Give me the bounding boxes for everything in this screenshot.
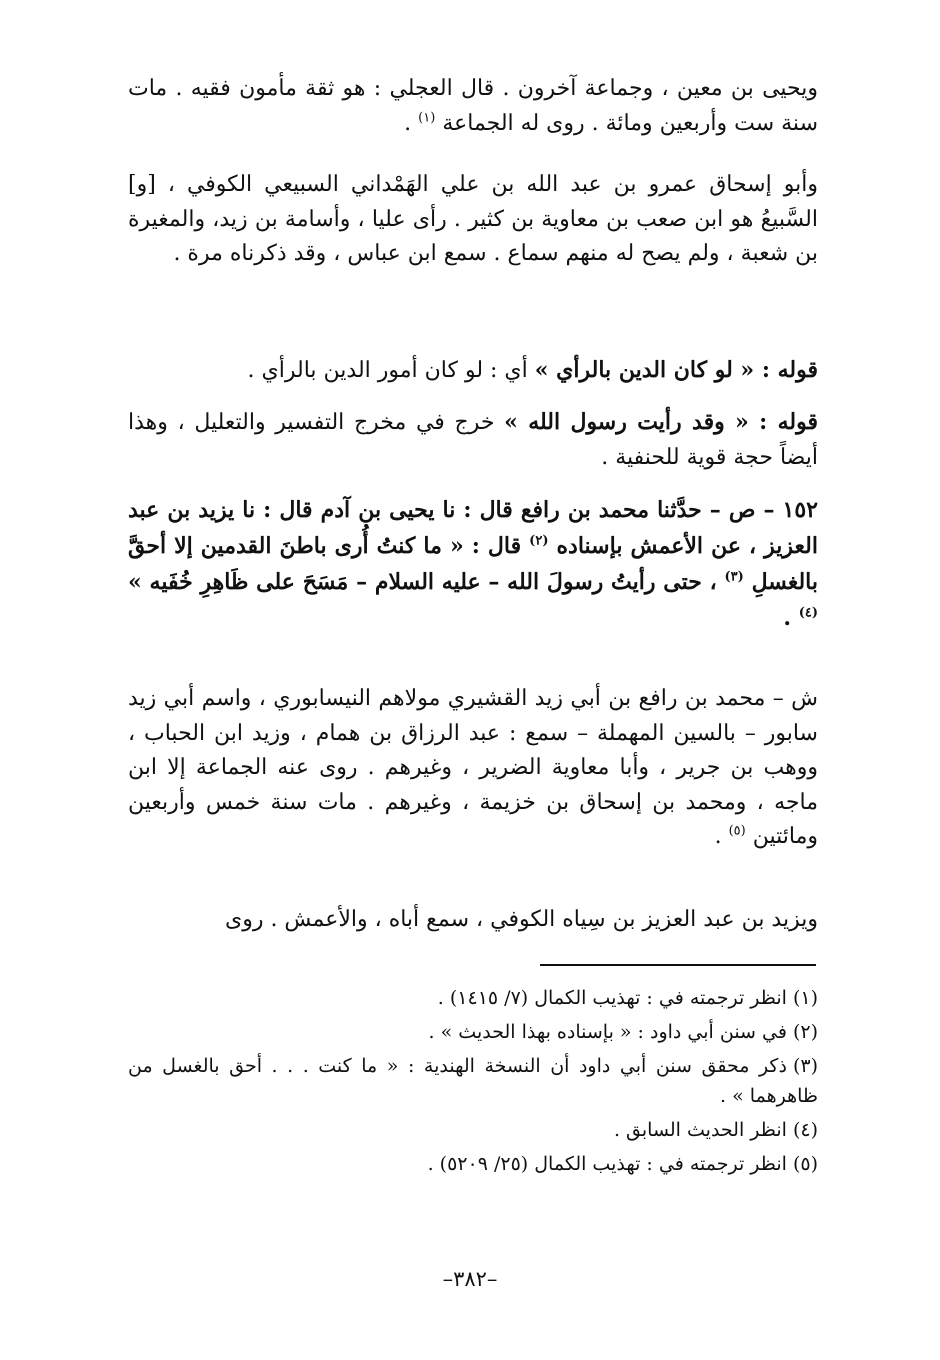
paragraph-end: .: [714, 824, 729, 849]
footnote-ref-1: (١): [418, 110, 436, 126]
footnote-number: (٢): [792, 1021, 818, 1043]
hadith-text: ١٥٢ – ص – حدَّثنا محمد بن رافع قال : نا يحيى بن آدم قال : نا يزيد بن عبد العزيز ، عن الأعمش بإسناده: [128, 497, 818, 559]
footnote-text: انظر الحديث السابق .: [613, 1119, 787, 1141]
paragraph-text: ويحيى بن معين ، وجماعة آخرون . قال العجلي : هو ثقة مأمون فقيه . مات سنة ست وأربعين ومائة . روى له الجماعة: [128, 76, 818, 136]
footnote-ref-4: (٤): [798, 605, 818, 621]
footnote-ref-2: (٢): [529, 533, 549, 549]
footnote-ref-5: (٥): [728, 823, 746, 839]
commentary-text: خرج في مخرج التفسير والتعليل ، وهذا أيضاً حجة قوية للحنفية .: [128, 410, 818, 470]
commentary-lead: قوله : « وقد رأيت رسول الله »: [504, 409, 818, 435]
footnote-number: (١): [792, 987, 818, 1009]
footnote-number: (٤): [792, 1119, 818, 1141]
hadith-end: .: [783, 605, 799, 631]
footnote-text: انظر ترجمته في : تهذيب الكمال (٧/ ١٤١٥) .: [437, 987, 787, 1009]
hadith-text: قال : « ما كنتُ أُرى باطنَ القدمين إلا أحقَّ بالغسلِ: [128, 533, 818, 595]
footnote-text: ذكر محقق سنن أبي داود أن النسخة الهندية : « ما كنت . . . أحق بالغسل من ظاهرهما » .: [128, 1055, 818, 1107]
footnote-2: [128, 1017, 818, 1047]
footnote-1: [128, 983, 818, 1013]
paragraph-end: .: [404, 110, 419, 136]
footnote-5: [128, 1149, 818, 1179]
footnote-text: انظر ترجمته في : تهذيب الكمال (٢٥/ ٥٢٠٩) .: [427, 1153, 787, 1175]
footnote-ref-3: (٣): [724, 569, 744, 585]
commentary-text: أي : لو كان أمور الدين بالرأي .: [247, 358, 535, 383]
commentary-lead: قوله : « لو كان الدين بالرأي »: [534, 357, 818, 383]
hadith-text: ، حتى رأيتُ رسولَ الله – عليه السلام – مَسَحَ على ظَاهِرِ خُفَيه »: [128, 569, 725, 595]
paragraph-qawluhu-2: [128, 405, 818, 475]
footnote-4: [128, 1115, 818, 1145]
paragraph-text: ش – محمد بن رافع بن أبي زيد القشيري مولاهم النيسابوري ، واسم أبي زيد سابور – بالسين المهملة – سمع : عبد الرزاق بن همام ، وزيد ابن الحباب ، ووهب بن جرير ، وأبا معاوية الضرير ، وغيرهم . روى عنه الجماعة إلا ابن ماجه ، ومحمد بن إسحاق بن خزيمة ، وغيرهم . مات سنة خمس وأربعين ومائتين: [128, 686, 818, 849]
paragraph-abu-ishaq: وأبو إسحاق عمرو بن عبد الله بن علي الهَمْداني السبيعي الكوفي ، [و] السَّبيعُ هو ابن صعب بن معاوية بن كثير . رأى عليا ، وأسامة بن زيد، والمغيرة بن شعبة ، ولم يصح له منهم سماع . سمع ابن عباس ، وقد ذكرناه مرة .: [128, 172, 818, 266]
footnotes: [128, 983, 818, 1183]
paragraph-yazid: ويزيد بن عبد العزيز بن سِياه الكوفي ، سمع أباه ، والأعمش . روى: [224, 907, 818, 932]
footnote-divider: [540, 964, 816, 966]
footnote-text: في سنن أبي داود : « بإسناده بهذا الحديث » .: [428, 1021, 787, 1043]
footnote-number: (٣): [792, 1055, 818, 1077]
footnote-3: [128, 1051, 818, 1111]
paragraph-qawluhu-1: [128, 353, 818, 389]
footnote-number: (٥): [792, 1153, 818, 1175]
page-number: –٣٨٢–: [442, 1267, 498, 1291]
hadith-152: [128, 492, 818, 636]
paragraph-sharh: [128, 682, 818, 855]
paragraph-narrators: [128, 72, 818, 141]
